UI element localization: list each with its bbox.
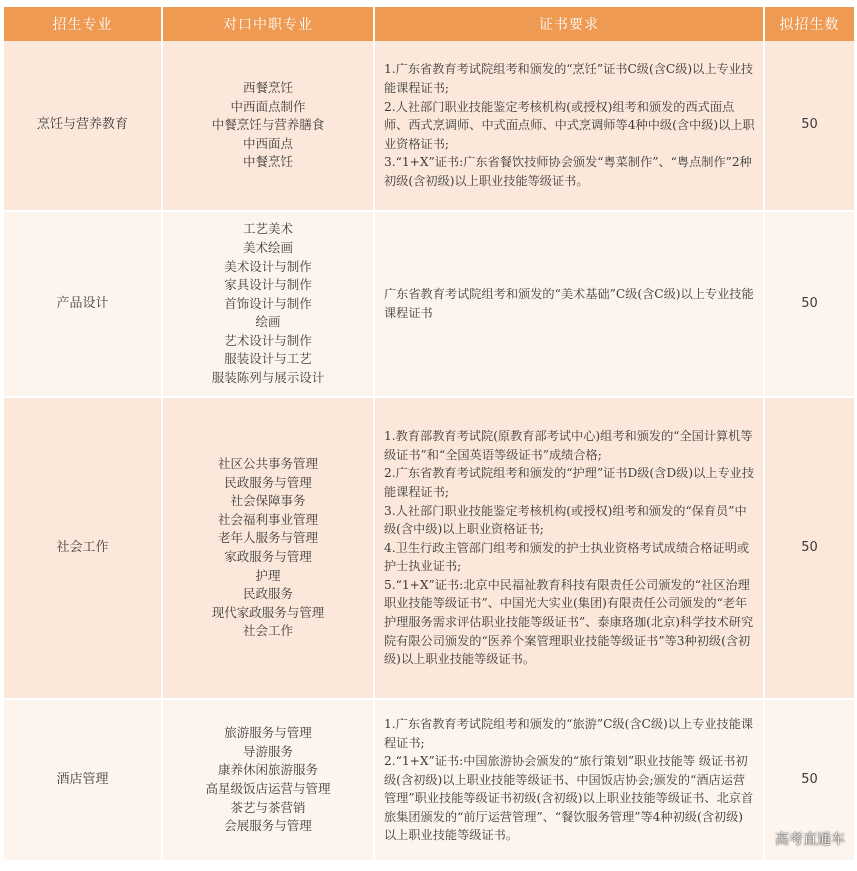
major-cell: 烹饪与营养教育 <box>4 41 162 211</box>
table-row <box>4 397 854 699</box>
sub-majors-cell <box>162 41 374 211</box>
header-major: 招生专业 <box>4 7 162 41</box>
sub-major-item: 茶艺与茶营销 <box>230 799 306 815</box>
requirement-item: 1.广东省教育考试院组考和颁发的“旅游”C级(含C级)以上专业技能课程证书; <box>384 716 754 750</box>
enrollment-count: 50 <box>764 41 854 211</box>
sub-major-item: 康养休闲旅游服务 <box>217 762 318 778</box>
requirement-item: 广东省教育考试院组考和颁发的“美术基础”C级(含C级)以上专业技能课程证书 <box>384 287 754 320</box>
sub-major-item: 护理 <box>255 567 281 583</box>
sub-majors-cell <box>162 397 374 699</box>
enrollment-count: 50 <box>764 211 854 397</box>
sub-major-item: 工艺美术 <box>242 221 293 237</box>
sub-major-item: 社会保障事务 <box>230 493 306 509</box>
sub-major-item: 中西面点制作 <box>230 98 306 114</box>
sub-major-item: 现代家政服务与管理 <box>211 604 325 620</box>
major-cell: 社会工作 <box>4 397 162 699</box>
sub-major-item: 老年人服务与管理 <box>217 530 318 546</box>
table-row <box>4 41 854 211</box>
requirement-item: 4.卫生行政主管部门组考和颁发的护士执业资格考试成绩合格证明或护士执业证书; <box>384 540 750 574</box>
sub-major-item: 民政服务 <box>242 586 293 602</box>
sub-majors-cell <box>162 699 374 861</box>
sub-major-item: 西餐烹饪 <box>242 80 293 96</box>
table-row <box>4 211 854 397</box>
sub-major-item: 社区公共事务管理 <box>217 456 318 472</box>
requirement-item: 2.“1+X”证书:中国旅游协会颁发的“旅行策划”职业技能等 级证书初级(含初级)以上职业技能等级证书、中国饭店协会;颁发的“酒店运营管理”职业技能等级证书初级(含初级)以上职业技能等级证书、北京首旅集团颁发的“前厅运营管理”、“餐饮服务管理”等4种初级(含初级)以上职业技能等级证书。 <box>384 754 754 843</box>
sub-major-item: 旅游服务与管理 <box>224 725 312 741</box>
sub-major-item: 服装陈列与展示设计 <box>211 370 325 386</box>
requirement-item: 2.人社部门职业技能鉴定考核机构(或授权)组考和颁发的西式面点师、西式烹调师、中式面点师、中式烹调师等4种中级(含中级)以上职业资格证书; <box>384 99 755 151</box>
table-row <box>4 699 854 861</box>
sub-major-item: 家具设计与制作 <box>224 277 312 293</box>
header-count: 拟招生数 <box>764 7 854 41</box>
sub-major-item: 家政服务与管理 <box>224 549 312 564</box>
sub-major-item: 艺术设计与制作 <box>224 332 312 348</box>
sub-major-item: 绘画 <box>255 314 281 330</box>
sub-major-item: 会展服务与管理 <box>224 818 312 834</box>
sub-major-item: 导游服务 <box>242 743 293 759</box>
requirement-item: 1.广东省教育考试院组考和颁发的“烹饪”证书C级(含C级)以上专业技能课程证书; <box>384 62 754 96</box>
major-cell: 产品设计 <box>4 211 162 397</box>
enrollment-count: 50 <box>764 699 854 861</box>
requirements-cell <box>374 699 764 861</box>
requirement-item: 2.广东省教育考试院组考和颁发的“护理”证书D级(含D级)以上专业技能课程证书; <box>384 466 755 499</box>
header-requirements: 证书要求 <box>374 7 764 41</box>
table-header-row <box>4 7 854 41</box>
sub-major-item: 社会福利事业管理 <box>217 511 318 527</box>
requirement-item: 3.“1+X”证书:广东省餐饮技师协会颁发“粤菜制作”、“粤点制作”2种初级(含初级)以上职业技能等级证书。 <box>384 155 752 188</box>
major-cell: 酒店管理 <box>4 699 162 861</box>
sub-major-item: 美术设计与制作 <box>224 258 312 274</box>
requirements-cell <box>374 211 764 397</box>
header-sub-majors: 对口中职专业 <box>162 7 374 41</box>
sub-majors-cell <box>162 211 374 397</box>
sub-major-item: 高星级饭店运营与管理 <box>205 781 331 796</box>
requirement-item: 5.“1+X”证书:北京中民福祉教育科技有限责任公司颁发的“社区治理职业技能等级证书”、中国光大实业(集团)有限责任公司颁发的“老年护理服务需求评估职业技能等级证书”、泰康珞珈(北京)科学技术研究院有限公司颁发的“医养个案管理职业技能等级证书”等3种初级(含初级)以上职业技能等级证书。 <box>384 577 754 667</box>
sub-major-item: 民政服务与管理 <box>224 474 312 490</box>
sub-major-item: 美术绘画 <box>242 239 293 255</box>
sub-major-item: 服装设计与工艺 <box>224 351 312 367</box>
sub-major-item: 中餐烹饪 <box>242 154 293 170</box>
requirements-cell <box>374 41 764 211</box>
sub-major-item: 中餐烹饪与营养膳食 <box>211 117 325 133</box>
sub-major-item: 社会工作 <box>242 623 293 639</box>
requirements-cell <box>374 397 764 699</box>
requirement-item: 3.人社部门职业技能鉴定考核机构(或授权)组考和颁发的“保育员”中级(含中级)以上职业资格证书; <box>384 503 747 537</box>
watermark-text: 高考直通车 <box>775 832 845 848</box>
sub-major-item: 中西面点 <box>242 135 293 151</box>
sub-major-item: 首饰设计与制作 <box>224 295 312 311</box>
enrollment-table <box>4 7 854 862</box>
enrollment-count: 50 <box>764 397 854 699</box>
requirement-item: 1.教育部教育考试院(原教育部考试中心)组考和颁发的“全国计算机等级证书”和“全国英语等级证书”成绩合格; <box>384 429 753 462</box>
